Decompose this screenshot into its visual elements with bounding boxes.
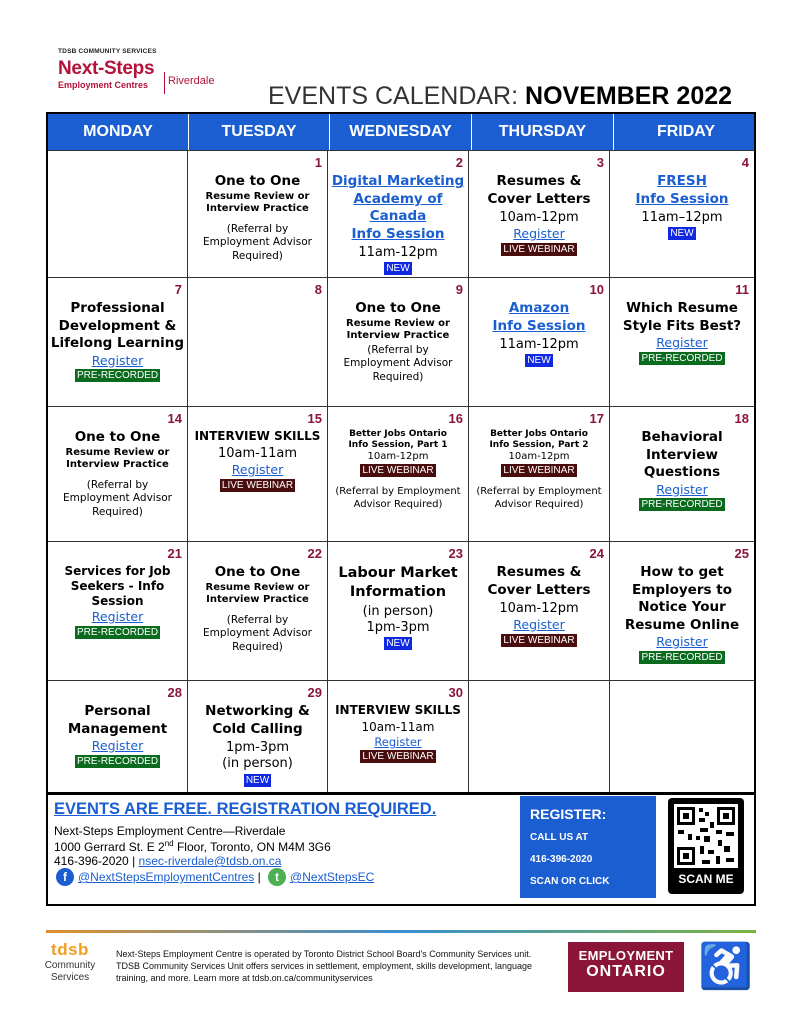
event-note xyxy=(328,344,468,385)
date-number: 8 xyxy=(314,282,322,297)
date-number: 29 xyxy=(307,685,322,700)
day-header-wednesday: WEDNESDAY xyxy=(330,114,472,150)
note-line: (Referral by xyxy=(86,478,149,491)
social-links xyxy=(56,868,374,886)
eo-line-2: ONTARIO xyxy=(586,963,666,980)
new-badge: NEW xyxy=(386,263,410,275)
logo-divider xyxy=(164,72,165,94)
note-line: Required) xyxy=(92,505,143,518)
day-cell-nov-11 xyxy=(610,278,754,406)
event-note xyxy=(188,223,327,264)
title-line: Interview xyxy=(646,446,718,463)
page-title xyxy=(268,82,732,111)
event-title: INTERVIEW SKILLS xyxy=(335,703,461,717)
title-line: Notice Your xyxy=(638,599,726,616)
note-line: (Referral by Employment xyxy=(476,486,602,498)
new-badge: NEW xyxy=(245,774,270,786)
note-line: (Referral by xyxy=(226,222,289,235)
date-number: 10 xyxy=(589,282,604,297)
note-line: (Referral by xyxy=(226,613,289,626)
event-subtitle: Interview Practice xyxy=(346,329,450,341)
day-cell-nov-22 xyxy=(188,542,328,680)
day-cell-nov-4 xyxy=(610,151,754,277)
event-title xyxy=(48,564,187,609)
title-line: Resumes & xyxy=(496,173,582,189)
title-line: How to get xyxy=(640,564,724,580)
event-title xyxy=(610,564,754,634)
day-cell-empty xyxy=(610,681,754,793)
register-phone[interactable]: 416-396-2020 xyxy=(530,854,593,865)
contact-line xyxy=(54,854,281,868)
day-cell-nov-2 xyxy=(328,151,469,277)
twitter-link[interactable]: @NextStepsEC xyxy=(290,870,375,884)
register-link[interactable]: Register xyxy=(656,335,708,351)
phone-number: 416-396-2020 | xyxy=(54,854,139,868)
live-webinar-badge: LIVE WEBINAR xyxy=(221,479,294,491)
pre-recorded-badge: PRE-RECORDED xyxy=(641,352,723,364)
register-link[interactable]: Register xyxy=(91,738,144,754)
event-time: 11am-12pm xyxy=(358,245,438,261)
event-time: 10am-11am xyxy=(217,446,298,461)
date-number: 3 xyxy=(596,155,604,170)
title-line: Resume Online xyxy=(624,616,740,633)
event-subtitle: Resume Review or xyxy=(65,446,170,458)
register-link[interactable]: Register xyxy=(656,481,708,497)
register-link[interactable]: Register xyxy=(656,634,708,650)
logo-main-text: Next-Steps xyxy=(58,58,155,79)
date-number: 23 xyxy=(448,546,463,561)
accessibility-icon: ♿ xyxy=(698,942,753,991)
day-cell-nov-21 xyxy=(48,542,188,680)
note-line: (Referral by xyxy=(367,343,429,356)
address-part: 1000 Gerrard St. E 2 xyxy=(54,840,165,854)
date-number: 1 xyxy=(314,155,322,170)
event-subtitle: Interview Practice xyxy=(66,458,169,470)
contact-info-box xyxy=(46,792,756,906)
register-link[interactable]: Register xyxy=(374,735,422,749)
title-line: Cold Calling xyxy=(212,720,303,737)
title-line: Session xyxy=(91,594,144,608)
title-line: Information xyxy=(349,583,447,600)
event-title xyxy=(328,564,468,602)
event-mode: (in person) xyxy=(362,603,434,619)
event-title-link[interactable] xyxy=(610,173,754,208)
event-title-link[interactable] xyxy=(328,173,468,243)
new-badge: NEW xyxy=(527,355,551,367)
disclaimer-text: Next-Steps Employment Centre is operated by Toronto District School Board's Community Services unit. TDSB Community Services Unit offers services in settlement, employment, skills development, language training, and more. Learn more at tdsb.on.ca/communityservices xyxy=(116,949,533,984)
date-number: 22 xyxy=(307,546,322,561)
employment-ontario-logo xyxy=(568,942,684,992)
title-line: Questions xyxy=(643,464,721,481)
day-cell-nov-3 xyxy=(469,151,610,277)
title-line: Labour Market xyxy=(338,565,458,581)
event-title xyxy=(469,173,609,208)
note-line: Employment Advisor xyxy=(343,357,453,370)
date-number: 15 xyxy=(307,411,322,426)
event-time: 1pm-3pm xyxy=(225,740,290,756)
title-line: Better Jobs Ontario xyxy=(490,429,588,439)
event-title: One to One xyxy=(214,173,301,189)
title-line: Professional xyxy=(70,300,165,316)
day-cell-nov-15 xyxy=(188,407,328,541)
facebook-icon[interactable]: f xyxy=(56,868,74,886)
event-title: One to One xyxy=(355,300,441,316)
call-us-label: CALL US AT xyxy=(530,832,589,843)
event-title xyxy=(469,564,609,599)
title-line[interactable]: Info Session xyxy=(351,225,445,242)
day-cell-nov-16 xyxy=(328,407,469,541)
new-badge: NEW xyxy=(386,638,410,650)
week-row-4 xyxy=(48,541,754,680)
week-row-2 xyxy=(48,277,754,406)
date-number: 16 xyxy=(448,411,463,426)
live-webinar-badge: LIVE WEBINAR xyxy=(503,243,575,255)
note-line: Advisor Required) xyxy=(494,499,584,511)
register-link[interactable]: Register xyxy=(91,609,144,624)
event-note xyxy=(188,614,327,655)
day-header-tuesday: TUESDAY xyxy=(189,114,330,150)
day-cell-nov-10 xyxy=(469,278,610,406)
event-note xyxy=(48,479,187,520)
day-header-thursday: THURSDAY xyxy=(472,114,614,150)
register-link[interactable]: Register xyxy=(231,462,284,478)
day-header-friday: FRIDAY xyxy=(656,123,716,140)
note-line: (Referral by Employment xyxy=(335,486,461,498)
logo-place-text: Riverdale xyxy=(168,75,215,87)
event-time: 10am-11am xyxy=(361,720,435,734)
title-line: Lifelong Learning xyxy=(50,335,185,352)
tdsb-wordmark: tdsb xyxy=(51,940,89,959)
event-subtitle: Resume Review or xyxy=(205,581,310,593)
title-line: Info Session, Part 2 xyxy=(489,439,589,450)
date-number: 24 xyxy=(589,546,604,561)
tdsb-sub-line: Community xyxy=(44,960,96,971)
event-title: One to One xyxy=(74,429,161,445)
day-cell-nov-23 xyxy=(328,542,469,680)
title-line[interactable]: Academy of xyxy=(353,190,443,207)
facebook-link[interactable]: @NextStepsEmploymentCentres xyxy=(78,870,255,884)
address-superscript: nd xyxy=(164,839,174,848)
event-title-link[interactable] xyxy=(469,300,609,335)
event-title xyxy=(469,429,609,451)
centre-address xyxy=(54,839,331,854)
event-title xyxy=(610,429,754,482)
qr-code-icon xyxy=(674,804,738,868)
title-line: Cover Letters xyxy=(487,581,591,598)
event-title xyxy=(188,703,327,738)
title-line: Which Resume xyxy=(626,300,738,316)
day-cell-nov-8 xyxy=(188,278,328,406)
title-line[interactable]: Info Session xyxy=(635,190,729,207)
date-number: 2 xyxy=(455,155,463,170)
event-title xyxy=(328,429,468,451)
day-cell-nov-7 xyxy=(48,278,188,406)
title-line[interactable]: Amazon xyxy=(508,300,570,316)
title-line: Employers to xyxy=(632,581,732,598)
event-subtitle: Resume Review or xyxy=(205,190,310,202)
day-cell-nov-24 xyxy=(469,542,610,680)
week-row-5 xyxy=(48,680,754,793)
event-subtitle: Interview Practice xyxy=(206,202,309,214)
note-line: Advisor Required) xyxy=(353,499,443,511)
tdsb-subtitle xyxy=(40,960,100,983)
event-time: 1pm-3pm xyxy=(366,619,430,635)
day-header-monday: MONDAY xyxy=(48,114,189,150)
event-mode: (in person) xyxy=(222,756,293,772)
title-line[interactable]: FRESH xyxy=(657,173,707,189)
title-prefix: EVENTS CALENDAR: xyxy=(268,82,526,110)
date-number: 25 xyxy=(734,546,749,561)
register-box[interactable] xyxy=(520,796,656,898)
centre-name: Next-Steps Employment Centre—Riverdale xyxy=(54,824,286,838)
event-time: 11am-12pm xyxy=(499,337,579,353)
date-number: 4 xyxy=(741,155,749,170)
scan-or-click-label: SCAN OR CLICK xyxy=(530,876,610,887)
register-heading: REGISTER: xyxy=(530,806,607,822)
events-calendar xyxy=(46,112,756,795)
day-cell-nov-29 xyxy=(188,681,328,793)
free-events-banner: EVENTS ARE FREE. REGISTRATION REQUIRED. xyxy=(54,800,437,818)
event-title xyxy=(48,703,187,738)
date-number: 11 xyxy=(735,282,749,297)
event-subtitle: Interview Practice xyxy=(206,593,309,605)
register-link[interactable]: Register xyxy=(91,352,144,368)
date-number: 28 xyxy=(167,685,182,700)
tdsb-sub-line: Services xyxy=(50,971,90,983)
title-line: Networking & xyxy=(205,703,310,719)
address-part: Floor, Toronto, ON M4M 3G6 xyxy=(173,840,331,854)
day-cell-nov-28 xyxy=(48,681,188,793)
event-time: 10am-12pm xyxy=(367,450,429,462)
date-number: 14 xyxy=(167,411,182,426)
twitter-icon[interactable]: t xyxy=(268,868,286,886)
scan-me-label: SCAN ME xyxy=(678,872,734,886)
title-line: Services for Job xyxy=(64,564,171,578)
title-line: Style Fits Best? xyxy=(622,317,742,334)
event-note xyxy=(328,485,468,511)
pre-recorded-badge: PRE-RECORDED xyxy=(76,755,159,767)
live-webinar-badge: LIVE WEBINAR xyxy=(503,465,575,477)
email-link[interactable]: nsec-riverdale@tdsb.on.ca xyxy=(138,854,282,868)
date-number: 17 xyxy=(589,411,604,426)
logo-sub-text: Employment Centres xyxy=(58,80,149,90)
qr-code[interactable] xyxy=(668,798,744,894)
week-row-3 xyxy=(48,406,754,541)
live-webinar-badge: LIVE WEBINAR xyxy=(503,634,575,646)
title-line: Behavioral xyxy=(641,429,723,445)
title-line: Management xyxy=(67,720,168,737)
title-line: Seekers - Info xyxy=(70,579,165,593)
day-cell-nov-30 xyxy=(328,681,469,793)
event-note xyxy=(469,485,609,511)
register-link[interactable]: Register xyxy=(513,226,565,242)
logo-top-text: TDSB COMMUNITY SERVICES xyxy=(58,48,157,55)
tdsb-logo xyxy=(40,940,100,983)
event-title xyxy=(48,300,187,353)
pre-recorded-badge: PRE-RECORDED xyxy=(76,626,159,638)
day-cell-nov-25 xyxy=(610,542,754,680)
day-cell-empty xyxy=(48,151,188,277)
title-line: Personal xyxy=(84,703,151,719)
day-cell-nov-9 xyxy=(328,278,469,406)
divider-rule xyxy=(46,930,756,933)
pre-recorded-badge: PRE-RECORDED xyxy=(641,651,723,663)
event-time: 10am-12pm xyxy=(499,601,579,617)
title-line: Development & xyxy=(58,317,177,334)
note-line: Required) xyxy=(232,249,283,262)
title-month: NOVEMBER 2022 xyxy=(525,82,733,110)
event-time: 10am-12pm xyxy=(508,450,570,462)
eo-line-1: EMPLOYMENT xyxy=(578,948,674,963)
date-number: 18 xyxy=(734,411,749,426)
live-webinar-badge: LIVE WEBINAR xyxy=(362,751,434,763)
day-cell-nov-18 xyxy=(610,407,754,541)
event-title xyxy=(610,300,754,335)
day-cell-nov-17 xyxy=(469,407,610,541)
pre-recorded-badge: PRE-RECORDED xyxy=(76,370,159,382)
pre-recorded-badge: PRE-RECORDED xyxy=(641,499,723,511)
title-line: Cover Letters xyxy=(487,190,591,207)
event-title: One to One xyxy=(214,564,301,580)
note-line: Required) xyxy=(372,370,424,383)
date-number: 21 xyxy=(167,546,182,561)
date-number: 30 xyxy=(448,685,463,700)
title-line[interactable]: Info Session xyxy=(492,317,586,334)
note-line: Employment Advisor xyxy=(63,492,172,505)
date-number: 9 xyxy=(455,282,463,297)
next-steps-logo xyxy=(58,48,228,96)
day-cell-empty xyxy=(469,681,610,793)
day-cell-nov-14 xyxy=(48,407,188,541)
title-line[interactable]: Digital Marketing xyxy=(331,173,465,189)
title-line[interactable]: Canada xyxy=(369,208,427,225)
note-line: Required) xyxy=(232,640,283,653)
title-line: Info Session, Part 1 xyxy=(348,439,448,450)
live-webinar-badge: LIVE WEBINAR xyxy=(362,465,434,477)
title-line: Better Jobs Ontario xyxy=(349,429,447,439)
new-badge: NEW xyxy=(670,228,694,240)
separator: | xyxy=(254,870,265,884)
title-line: Resumes & xyxy=(496,564,582,580)
event-time: 10am-12pm xyxy=(499,210,579,226)
week-row-1 xyxy=(48,150,754,277)
event-title: INTERVIEW SKILLS xyxy=(194,429,321,443)
note-line: Employment Advisor xyxy=(203,236,312,249)
note-line: Employment Advisor xyxy=(203,627,312,640)
event-subtitle: Resume Review or xyxy=(346,317,450,329)
day-cell-nov-1 xyxy=(188,151,328,277)
event-time: 11am–12pm xyxy=(641,210,723,226)
register-link[interactable]: Register xyxy=(513,617,565,633)
date-number: 7 xyxy=(174,282,182,297)
weekday-header xyxy=(48,114,754,150)
